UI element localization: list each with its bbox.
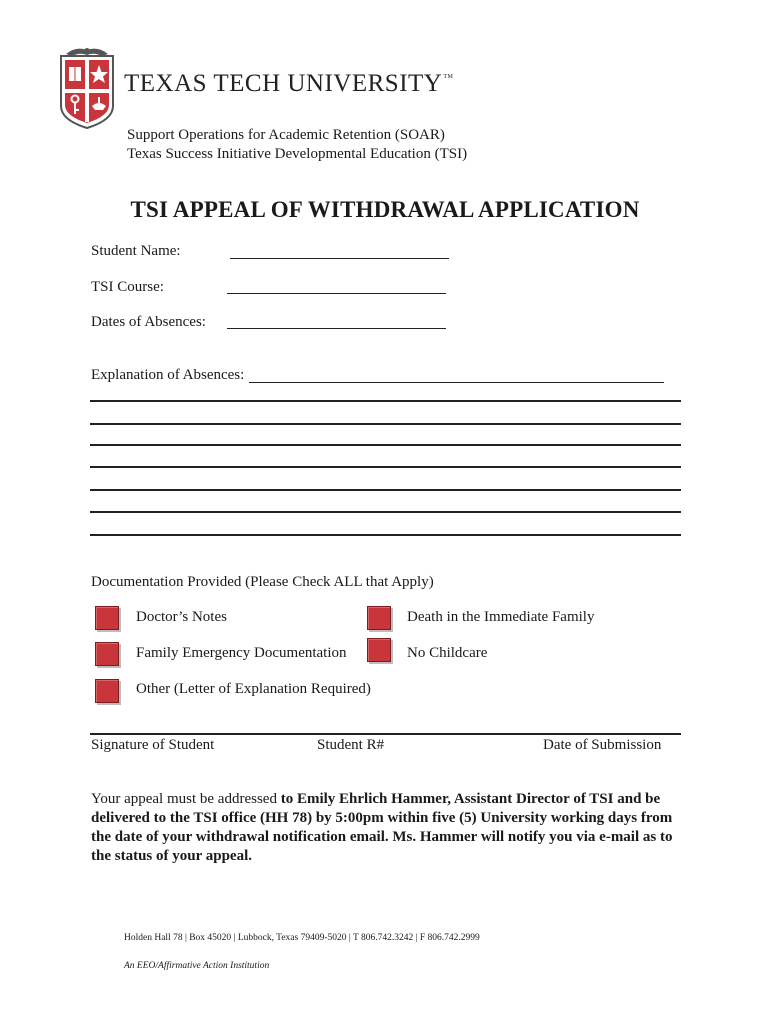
explanation-line[interactable] xyxy=(90,423,681,425)
appeal-notice: Your appeal must be addressed to Emily Ehrlich Hammer, Assistant Director of TSI and be delivered to the TSI office (HH 78) by 5:00pm within five (5) University working days from the date of your withdrawal notification email. Ms. Hammer will notify you via e-mail as to the status of your appeal. xyxy=(91,791,673,864)
student-name-label: Student Name: xyxy=(91,243,181,259)
explanation-label: Explanation of Absences: xyxy=(91,367,245,383)
death-family-label: Death in the Immediate Family xyxy=(407,609,595,625)
explanation-line[interactable] xyxy=(90,466,681,468)
explanation-line[interactable] xyxy=(90,489,681,491)
explanation-field[interactable] xyxy=(249,382,664,383)
ttu-seal-icon xyxy=(58,44,116,130)
explanation-line[interactable] xyxy=(90,534,681,536)
notice-bold-text: to Emily Ehrlich Hammer, Assistant Director of TSI and be delivered to the TSI office (HH 78) by 5:00pm within five (5) University working days from the date of your withdrawal notification email. Ms. Hammer will notify you via e-mail as to the status of your appeal. xyxy=(91,791,673,864)
student-r-label: Student R# xyxy=(317,737,385,753)
explanation-line[interactable] xyxy=(90,444,681,446)
eeo-statement: An EEO/Affirmative Action Institution xyxy=(124,961,270,971)
dates-absences-field[interactable] xyxy=(227,328,446,329)
doctors-notes-label: Doctor’s Notes xyxy=(136,609,227,625)
tsi-subtitle: Texas Success Initiative Developmental Education (TSI) xyxy=(127,146,468,162)
no-childcare-checkbox[interactable] xyxy=(367,638,391,662)
other-label: Other (Letter of Explanation Required) xyxy=(136,681,371,697)
tsi-course-label: TSI Course: xyxy=(91,279,164,295)
signature-label: Signature of Student xyxy=(91,737,215,753)
dates-absences-label: Dates of Absences: xyxy=(91,314,206,330)
other-checkbox[interactable] xyxy=(95,679,119,703)
no-childcare-label: No Childcare xyxy=(407,645,488,661)
documentation-heading: Documentation Provided (Please Check ALL that Apply) xyxy=(91,574,434,590)
submission-date-label: Date of Submission xyxy=(543,737,662,753)
explanation-line[interactable] xyxy=(90,400,681,402)
death-family-checkbox[interactable] xyxy=(367,606,391,630)
family-emergency-label: Family Emergency Documentation xyxy=(136,645,347,661)
signature-line[interactable] xyxy=(90,733,681,735)
tsi-course-field[interactable] xyxy=(227,293,446,294)
explanation-line[interactable] xyxy=(90,511,681,513)
student-name-field[interactable] xyxy=(230,258,449,259)
doctors-notes-checkbox[interactable] xyxy=(95,606,119,630)
form-title: TSI APPEAL OF WITHDRAWAL APPLICATION xyxy=(130,197,640,222)
family-emergency-checkbox[interactable] xyxy=(95,642,119,666)
footer-address: Holden Hall 78 | Box 45020 | Lubbock, Texas 79409-5020 | T 806.742.3242 | F 806.742.2999 xyxy=(124,933,480,943)
soar-subtitle: Support Operations for Academic Retention (SOAR) xyxy=(127,127,445,143)
university-name: TEXAS TECH UNIVERSITY™ xyxy=(124,70,454,97)
trademark-mark: TM xyxy=(443,74,454,80)
